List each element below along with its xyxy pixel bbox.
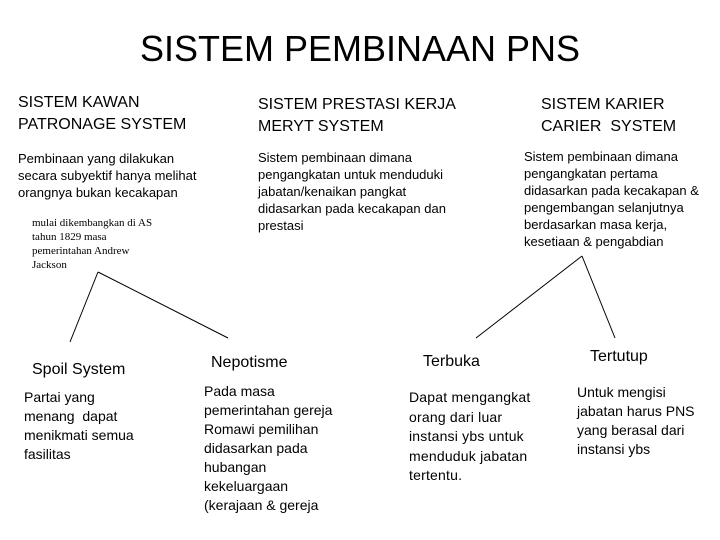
patronage-system-heading: SISTEM KAWAN PATRONAGE SYSTEM [18, 94, 187, 133]
patronage-system-description: Pembinaan yang dilakukan secara subyektif hanya melihat orangnya bukan kecakapan [18, 151, 197, 200]
spoil-system-description: Partai yang menang dapat menikmati semua fasilitas [24, 389, 134, 462]
terbuka-description: Dapat mengangkat orang dari luar instansi ybs untuk menduduk jabatan tertentu. [409, 389, 531, 483]
career-system-heading: SISTEM KARIER CARIER SYSTEM [541, 96, 677, 135]
connector-patronage-spoil [70, 272, 98, 342]
connector-karier-tertutup [582, 256, 615, 338]
tertutup-heading: Tertutup [590, 348, 648, 365]
terbuka-heading: Terbuka [423, 353, 480, 370]
merit-system-heading: SISTEM PRESTASI KERJA MERYT SYSTEM [258, 96, 456, 135]
page-title: SISTEM PEMBINAAN PNS [139, 28, 581, 69]
tertutup-description: Untuk mengisi jabatan harus PNS yang berasal dari instansi ybs [577, 384, 695, 457]
connector-patronage-nepotisme [98, 272, 228, 338]
nepotisme-heading: Nepotisme [211, 354, 288, 371]
nepotisme-description: Pada masa pemerintahan gereja Romawi pemilihan didasarkan pada hubangan kekeluargaan (kerajaan & gereja [204, 383, 333, 513]
connector-karier-terbuka [476, 256, 582, 338]
merit-system-description: Sistem pembinaan dimana pengangkatan untuk menduduki jabatan/kenaikan pangkat didasarkan pada kecakapan dan prestasi [258, 150, 446, 233]
patronage-system-note: mulai dikembangkan di AS tahun 1829 masa pemerintahan Andrew Jackson [32, 217, 153, 271]
spoil-system-heading: Spoil System [32, 361, 126, 378]
career-system-description: Sistem pembinaan dimana pengangkatan pertama didasarkan pada kecakapan & pengembangan selanjutnya berdasarkan masa kerja, kesetiaan & pengabdian [524, 149, 699, 249]
